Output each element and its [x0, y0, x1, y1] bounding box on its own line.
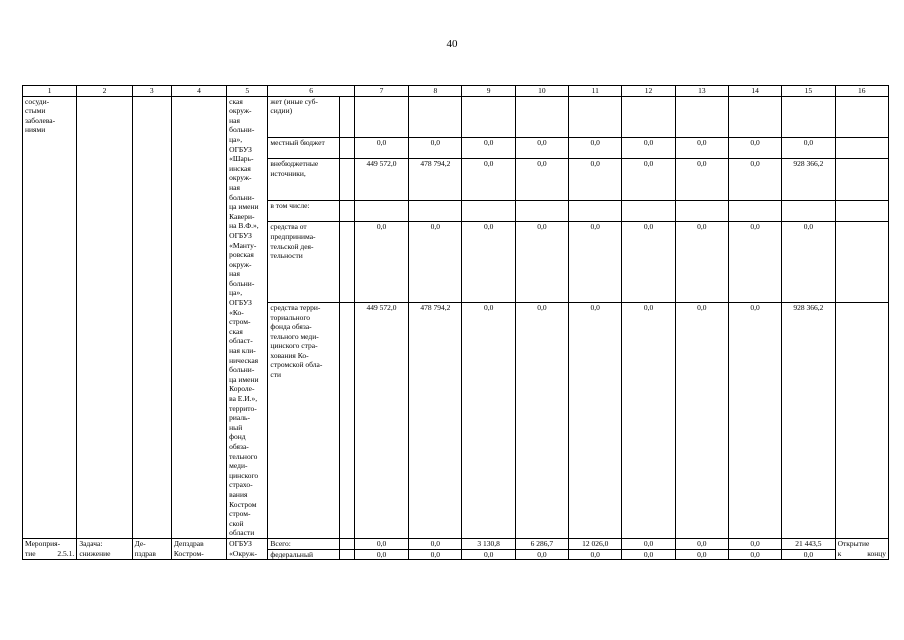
value-cell: 0,0 [569, 302, 622, 538]
column-number: 2 [77, 86, 132, 97]
financing-table [22, 85, 889, 560]
value-cell: 0,0 [622, 538, 675, 549]
value-cell [354, 96, 408, 137]
coexecutor-cell [171, 96, 226, 538]
result-cell [835, 222, 888, 303]
value-cell [675, 200, 728, 222]
value-cell [515, 96, 568, 137]
value-cell: 0,0 [462, 549, 515, 560]
value-cell [569, 96, 622, 137]
value-cell [675, 96, 728, 137]
result-cell: Открытие к концу [835, 538, 888, 559]
value-cell: 0,0 [409, 222, 462, 303]
column-number: 5 [227, 86, 268, 97]
value-cell: 0,0 [675, 549, 728, 560]
value-cell: 449 572,0 [354, 302, 408, 538]
column-number: 9 [462, 86, 515, 97]
column-number: 10 [515, 86, 568, 97]
column-number: 7 [354, 86, 408, 97]
blank-cell [339, 222, 354, 303]
value-cell: 0,0 [569, 549, 622, 560]
column-number: 11 [569, 86, 622, 97]
responsible-cell: Де- пздрав [132, 538, 171, 559]
column-number: 12 [622, 86, 675, 97]
value-cell: 0,0 [462, 302, 515, 538]
column-number: 15 [782, 86, 835, 97]
value-cell: 0,0 [515, 549, 568, 560]
result-cell [835, 200, 888, 222]
participants-cell: ОГБУЗ «Окруж- [227, 538, 268, 559]
value-cell: 478 794,2 [409, 302, 462, 538]
value-cell [462, 200, 515, 222]
value-cell [515, 200, 568, 222]
funding-source-label: средства терри- ториального фонда обяза- тельного меди- цинского стра- хования Ко- стромской обла- сти [268, 302, 339, 538]
value-cell: 0,0 [409, 549, 462, 560]
value-cell: 0,0 [675, 538, 728, 549]
value-cell: 0,0 [728, 222, 781, 303]
page-number: 40 [446, 38, 458, 50]
value-cell [569, 200, 622, 222]
value-cell: 0,0 [622, 549, 675, 560]
funding-source-label: жет (иные суб- сидии) [268, 96, 339, 137]
value-cell: 0,0 [622, 302, 675, 538]
value-cell: 0,0 [728, 302, 781, 538]
column-number: 6 [268, 86, 354, 97]
value-cell: 0,0 [462, 222, 515, 303]
value-cell: 0,0 [354, 137, 408, 159]
value-cell [782, 96, 835, 137]
result-cell [835, 159, 888, 200]
value-cell [728, 96, 781, 137]
value-cell: 0,0 [569, 159, 622, 200]
value-cell: 0,0 [409, 137, 462, 159]
value-cell: 0,0 [354, 549, 408, 560]
value-cell: 0,0 [569, 222, 622, 303]
blank-cell [339, 538, 354, 549]
value-cell: 21 443,5 [782, 538, 835, 549]
value-cell: 0,0 [515, 302, 568, 538]
value-cell: 0,0 [409, 538, 462, 549]
value-cell [409, 200, 462, 222]
value-cell: 0,0 [675, 137, 728, 159]
value-cell: 0,0 [782, 549, 835, 560]
value-cell: 0,0 [622, 222, 675, 303]
value-cell: 0,0 [622, 137, 675, 159]
result-cell [835, 137, 888, 159]
coexecutor-cell: Депздрав Костром- [171, 538, 226, 559]
value-cell [409, 96, 462, 137]
table-row [23, 96, 889, 137]
value-cell: 0,0 [728, 538, 781, 549]
value-cell: 3 130,8 [462, 538, 515, 549]
value-cell [622, 96, 675, 137]
blank-cell [339, 200, 354, 222]
value-cell: 0,0 [462, 137, 515, 159]
value-cell [622, 200, 675, 222]
value-cell: 0,0 [782, 137, 835, 159]
blank-cell [339, 137, 354, 159]
result-cell [835, 302, 888, 538]
funding-source-label: местный бюджет [268, 137, 339, 159]
value-cell: 0,0 [728, 549, 781, 560]
value-cell: 0,0 [782, 222, 835, 303]
value-cell: 449 572,0 [354, 159, 408, 200]
value-cell: 0,0 [622, 159, 675, 200]
blank-cell [339, 96, 354, 137]
funding-source-label: федеральный [268, 549, 339, 560]
column-number: 8 [409, 86, 462, 97]
blank-cell [339, 302, 354, 538]
value-cell: 0,0 [515, 137, 568, 159]
value-cell: 0,0 [354, 538, 408, 549]
value-cell: 928 366,2 [782, 302, 835, 538]
value-cell: 928 366,2 [782, 159, 835, 200]
value-cell: 0,0 [675, 222, 728, 303]
column-number: 4 [171, 86, 226, 97]
value-cell: 0,0 [515, 222, 568, 303]
value-cell: 12 026,0 [569, 538, 622, 549]
column-number: 13 [675, 86, 728, 97]
measure-name: Мероприя- тие 2.5.1. [23, 538, 77, 559]
column-number: 16 [835, 86, 888, 97]
value-cell: 0,0 [515, 159, 568, 200]
value-cell: 478 794,2 [409, 159, 462, 200]
value-cell: 0,0 [569, 137, 622, 159]
column-number: 14 [728, 86, 781, 97]
value-cell: 0,0 [354, 222, 408, 303]
funding-source-label: внебюджетные источники, [268, 159, 339, 200]
blank-cell [339, 549, 354, 560]
value-cell: 0,0 [728, 137, 781, 159]
funding-source-label: Всего: [268, 538, 339, 549]
table-row [23, 538, 889, 549]
measure-name: сосуди- стыми заболева- ниями [23, 96, 77, 538]
result-cell [835, 96, 888, 137]
blank-cell [339, 159, 354, 200]
value-cell [354, 200, 408, 222]
value-cell: 0,0 [462, 159, 515, 200]
value-cell [782, 200, 835, 222]
responsible-cell [132, 96, 171, 538]
task-cell: Задача: снижение [77, 538, 132, 559]
value-cell [728, 200, 781, 222]
value-cell: 0,0 [675, 159, 728, 200]
participants-cell: ская окруж- ная больни- ца», ОГБУЗ «Шарь- инская окруж- ная больни- ца имени Кавери- на В.Ф.», ОГБУЗ «Манту- ровская окруж- ная больни- ца», ОГБУЗ «Ко- стром- ская област- ная кли- ническая больни- ца имени Короле- ва Е.И.», террито- риаль- ный фонд обяза- тельного меди- цинского страхо- вания Костром стром- ской области [227, 96, 268, 538]
task-cell [77, 96, 132, 538]
column-number: 1 [23, 86, 77, 97]
value-cell: 0,0 [728, 159, 781, 200]
value-cell [462, 96, 515, 137]
value-cell: 0,0 [675, 302, 728, 538]
column-number-row [23, 86, 889, 97]
value-cell: 6 286,7 [515, 538, 568, 549]
funding-source-label: в том числе: [268, 200, 339, 222]
funding-source-label: средства от предпринима- тельской дея- тельности [268, 222, 339, 303]
column-number: 3 [132, 86, 171, 97]
